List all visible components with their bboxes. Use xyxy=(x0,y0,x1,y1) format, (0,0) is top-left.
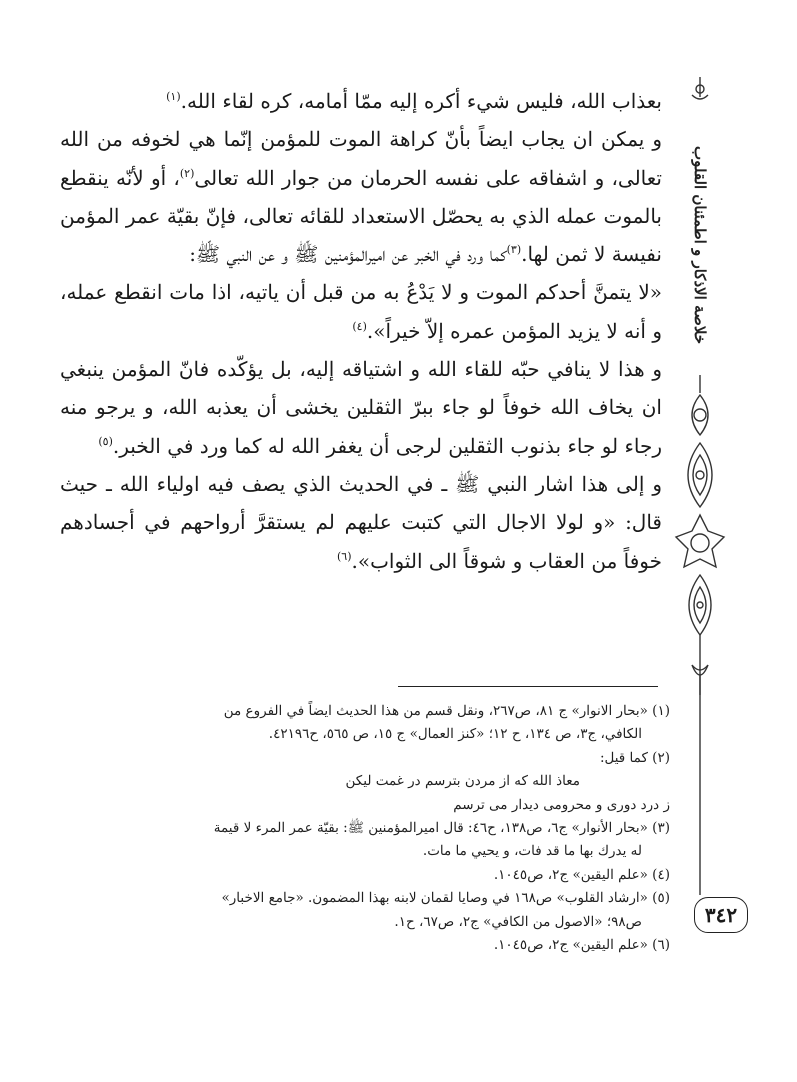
footnote-3-cont: له يدرك بها ما قد فات، و يحيي ما مات. xyxy=(422,843,642,860)
paragraph-text: ، أو لأنّه ينقطع بالموت عمله الذي به يحصّل الاستعداد للقائه تعالى، فإنّ بقيّة عمر المؤمن نفيسة لا ثمن لها. xyxy=(60,165,662,267)
footnote-5-cont: ص٩٨؛ «الاصول من الكافي» ج٢، ص٦٧، ح١. xyxy=(394,913,642,930)
footnotes xyxy=(60,700,670,957)
paragraph-3 xyxy=(60,350,662,465)
footnote-ref: (٤) xyxy=(352,319,367,333)
hadith-quote xyxy=(60,273,662,350)
footnote-6: (٦) «علم اليقين» ج٢، ص١٠٤٥. xyxy=(493,937,670,954)
paragraph-text: و هذا لا ينافي حبّه للقاء الله و اشتياقه إليه، بل يؤكّده فانّ المؤمن ينبغي ان يخاف الله خوفاً لو جاء ببرّ الثقلين يخشى أن يعذبه الله، و يرجو منه رجاء لو جاء بذنوب الثقلين لرجى أن يغفر الله له كما ورد في الخبر. xyxy=(60,357,662,458)
footnote-2: (٢) كما قيل: xyxy=(599,749,670,766)
main-text xyxy=(60,82,662,580)
footnote-4: (٤) «علم اليقين» ج٢، ص١٠٤٥. xyxy=(493,866,670,883)
footnote-ref: (٥) xyxy=(98,434,113,448)
footnote-3: (٣) «بحار الأنوار» ج٦، ص١٣٨، ح٤٦: قال اميرالمؤمنين ﷺ: بقيّة عمر المرء لا قيمة xyxy=(213,820,670,837)
paragraph-text: و يمكن ان يجاب ايضاً بأنّ كراهة الموت للمؤمن إنّما هي لخوفه من الله تعالى، و اشفاقه على نفسه الحرمان من جوار الله تعالى xyxy=(60,127,662,190)
paragraph-text: كما ورد في الخبر عن اميرالمؤمنين ﷺ و عن النبي ﷺ: xyxy=(189,242,507,267)
paragraph-2 xyxy=(60,120,662,273)
footnote-1-cont: الكافي، ج٣، ص ١٣٤، ح ١٢؛ «كنز العمال» ج ١٥، ص ٥٦٥، ح٤٢١٩٦. xyxy=(268,726,642,743)
poem-line-2: ز درد دوری و محرومی ديدار می ترسم xyxy=(453,796,670,813)
paragraph-text: و إلى هذا اشار النبي ﷺ ـ في الحديث الذي يصف فيه اولياء الله ـ حيث قال: «و لولا الاجال التي كتبت عليهم لم يستقرَّ أرواحهم في أجسادهم خوفاً من العقاب و شوقاً الى الثواب». xyxy=(60,471,662,573)
footnote-ref: (١) xyxy=(166,90,181,103)
footnote-5: (٥) «ارشاد القلوب» ص١٦٨ في وصايا لقمان لابنه بهذا المضمون. «جامع الاخبار» xyxy=(221,890,670,907)
footnote-divider xyxy=(398,686,658,687)
paragraph-text: «لا يتمنَّ أحدكم الموت و لا يَدْعُ به من قبل أن ياتيه، اذا مات انقطع عمله، و أنه لا يزيد المؤمن عمره إلاّ خيراً». xyxy=(60,280,662,343)
paragraph-text: بعذاب الله، فليس شيء أكره إليه ممّا أمامه، كره لقاء الله. xyxy=(180,89,662,113)
poem-line-1: معاذ الله كه از مردن بترسم در غمت ليكن xyxy=(345,773,580,790)
footnote-ref: (٢) xyxy=(179,166,195,180)
paragraph-4 xyxy=(60,465,662,580)
footnote-ref: (٦) xyxy=(336,549,352,563)
page-number: ٣٤٢ xyxy=(694,897,748,933)
running-head: خلاصة الاذكار و اطمئنان القلوب xyxy=(691,145,709,345)
footnote-1: (١) «بحار الانوار» ج ٨١، ص٢٦٧، ونقل قسم من هذا الحديث ايضاً في الفروع من xyxy=(223,703,670,719)
side-ornament xyxy=(672,75,728,1025)
footnote-ref: (٣) xyxy=(506,243,522,257)
paragraph-1 xyxy=(60,82,662,120)
